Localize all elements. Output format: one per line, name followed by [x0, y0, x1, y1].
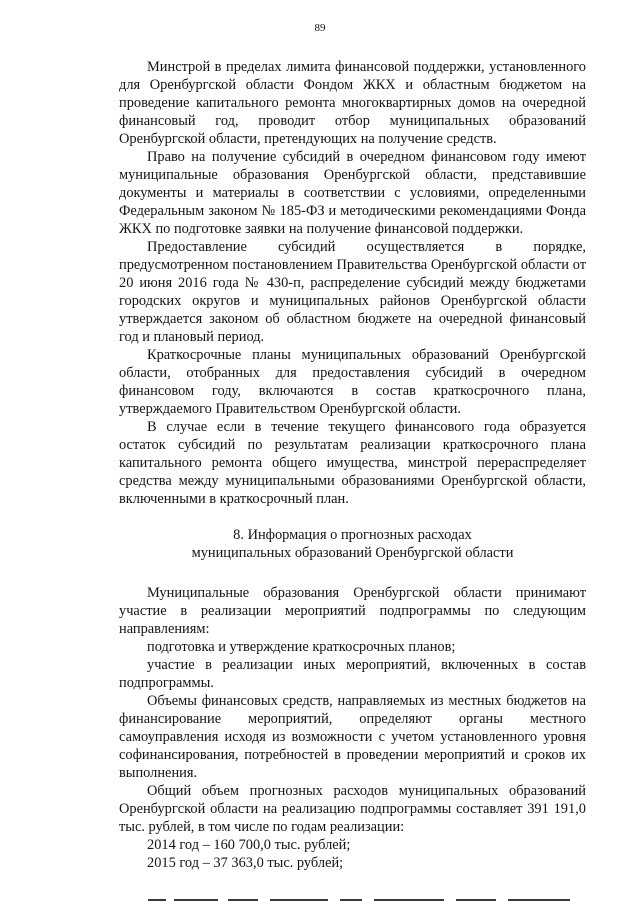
section-heading-line2: муниципальных образований Оренбургской области [191, 545, 514, 561]
section-heading-line1: 8. Информация о прогнозных расходах [233, 527, 472, 543]
list-item-year-2014: 2014 год – 160 700,0 тыс. рублей; [147, 837, 351, 853]
paragraph-subsidy-right: Право на получение субсидий в очередном финансовом году имеют муниципальные образования Оренбургской области, представившие документы и материалы в соответствии с условиями, определенными Федеральным законом № 185-ФЗ и методическими рекомендациями Фонда ЖКХ по подготовке заявки на получение финансовой поддержки. [119, 149, 586, 237]
page-number: 89 [314, 22, 326, 34]
paragraph-subsidy-procedure: Предоставление субсидий осуществляется в порядке, предусмотренном постановлением Правительства Оренбургской области от 20 июня 2016 года № 430-п, распределение субсидий между бюджетами городских округов и муниципальных районов Оренбургской области утверждается законом об областном бюджете на очередной финансовый год и плановый период. [119, 239, 586, 345]
paragraph-participation: Муниципальные образования Оренбургской области принимают участие в реализации мероприятий подпрограммы по следующим направлениям: [119, 585, 586, 637]
document-body [119, 58, 586, 872]
paragraph-remainder: В случае если в течение текущего финансового года образуется остаток субсидий по результатам реализации краткосрочного плана капитального ремонта общего имущества, минстрой перераспределяет средства между муниципальными образованиями Оренбургской области, включенными в краткосрочный план. [119, 419, 586, 507]
cut-off-text-line [148, 897, 588, 903]
list-item-plans: подготовка и утверждение краткосрочных планов; [147, 639, 456, 655]
paragraph-total-expenses: Общий объем прогнозных расходов муниципальных образований Оренбургской области на реализацию подпрограммы составляет 391 191,0 тыс. рублей, в том числе по годам реализации: [119, 783, 586, 835]
list-item-year-2015: 2015 год – 37 363,0 тыс. рублей; [147, 855, 344, 871]
paragraph-selection: Минстрой в пределах лимита финансовой поддержки, установленного для Оренбургской области Фондом ЖКХ и областным бюджетом на проведение капитального ремонта многоквартирных домов на очередной финансовый год, проводит отбор муниципальных образований Оренбургской области, претендующих на получение средств. [119, 59, 586, 147]
paragraph-funding-volumes: Объемы финансовых средств, направляемых из местных бюджетов на финансирование мероприятий, определяют органы местного самоуправления исходя из возможности с учетом установленного уровня софинансирования, потребностей в проведении мероприятий и сроков их выполнения. [119, 693, 586, 781]
section-heading [119, 526, 586, 562]
list-item-other-activities: участие в реализации иных мероприятий, включенных в состав подпрограммы. [119, 657, 586, 691]
paragraph-short-term-plans: Краткосрочные планы муниципальных образований Оренбургской области, отобранных для предоставления субсидий в очередном финансовом году, включаются в состав краткосрочного плана, утверждаемого Правительством Оренбургской области. [119, 347, 586, 417]
